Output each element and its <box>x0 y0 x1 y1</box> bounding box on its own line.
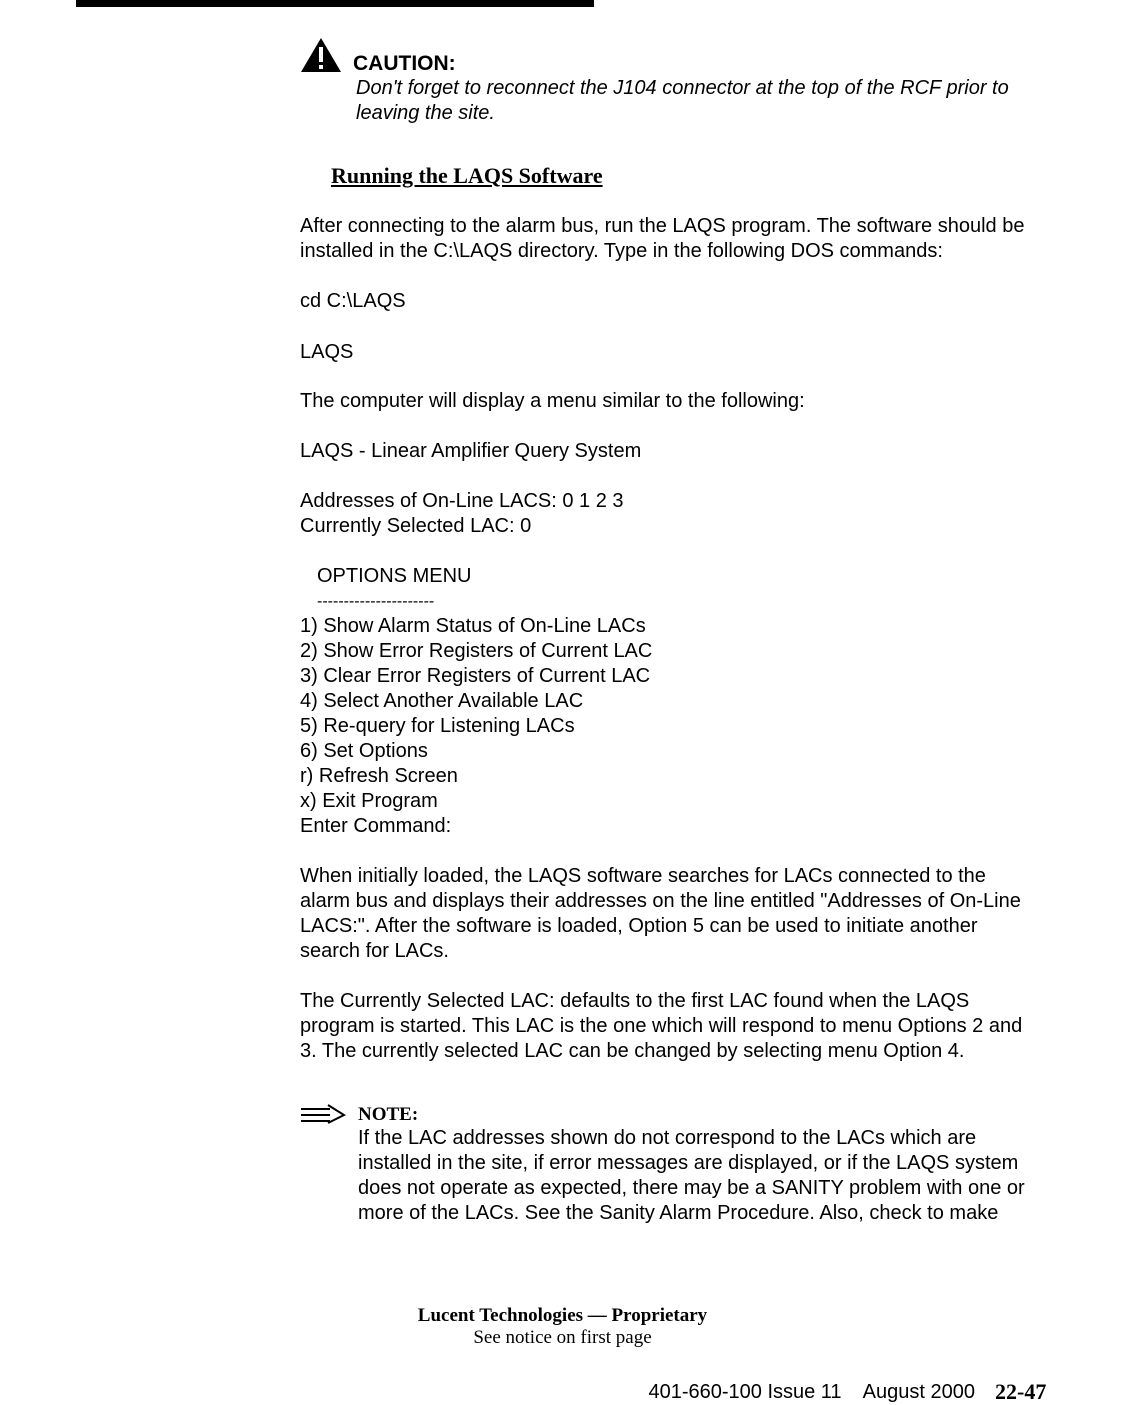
selected-line: The Currently Selected LAC: defaults to the first LAC found when the LAQS <box>300 990 970 1012</box>
caution-line: Don't forget to reconnect the J104 connector at the top of the RCF prior to <box>356 77 1009 99</box>
footer-notice: See notice on first page <box>473 1327 652 1348</box>
menu-option: 4) Select Another Available LAC <box>300 690 584 712</box>
menu-option: 5) Re-query for Listening LACs <box>300 715 575 737</box>
intro-line: After connecting to the alarm bus, run the LAQS program. The software should be <box>300 215 1025 237</box>
menu-option: r) Refresh Screen <box>300 765 458 787</box>
note-title: NOTE: <box>358 1104 419 1125</box>
options-menu <box>300 564 652 839</box>
selected-line: program is started. This LAC is the one which will respond to menu Options 2 and <box>300 1015 1023 1037</box>
footer-page-number: 22-47 <box>995 1379 1047 1404</box>
display-sentence: The computer will display a menu similar to the following: <box>300 390 805 412</box>
caution-text <box>356 76 1056 126</box>
note-line: If the LAC addresses shown do not correspond to the LACs which are <box>358 1127 977 1149</box>
note-text <box>358 1126 1058 1226</box>
caution-line: leaving the site. <box>356 102 495 124</box>
selected-paragraph <box>300 989 1050 1064</box>
header-rule <box>76 0 594 7</box>
menu-option: 3) Clear Error Registers of Current LAC <box>300 665 651 687</box>
loaded-line: search for LACs. <box>300 940 449 962</box>
screen-addresses: Addresses of On-Line LACS: 0 1 2 3 <box>300 490 624 512</box>
note-line: installed in the site, if error messages are displayed, or if the LAQS system <box>358 1152 1019 1174</box>
intro-paragraph <box>300 214 1050 264</box>
footer-company: Lucent Technologies — Proprietary <box>417 1305 708 1326</box>
screen-title: LAQS - Linear Amplifier Query System <box>300 440 642 462</box>
note-line: does not operate as expected, there may be a SANITY problem with one or <box>358 1177 1025 1199</box>
footer-issue: 401-660-100 Issue 11 August 2000 <box>648 1381 975 1403</box>
selected-line: 3. The currently selected LAC can be changed by selecting menu Option 4. <box>300 1040 965 1062</box>
menu-option: 1) Show Alarm Status of On-Line LACs <box>300 615 646 637</box>
menu-title: OPTIONS MENU <box>317 565 472 587</box>
menu-prompt: Enter Command: <box>300 815 452 837</box>
note-line: more of the LACs. See the Sanity Alarm Procedure. Also, check to make <box>358 1202 999 1224</box>
section-heading: Running the LAQS Software <box>331 163 603 188</box>
loaded-paragraph <box>300 864 1050 964</box>
intro-line: installed in the C:\LAQS directory. Type in the following DOS commands: <box>300 240 943 262</box>
menu-rule: ---------------------- <box>317 593 435 610</box>
caution-title: CAUTION: <box>353 52 456 75</box>
dos-command-cd: cd C:\LAQS <box>300 290 406 312</box>
menu-option: x) Exit Program <box>300 790 438 812</box>
note-arrow-icon <box>300 1104 346 1124</box>
screen-selected: Currently Selected LAC: 0 <box>300 515 532 537</box>
loaded-line: alarm bus and displays their addresses on the line entitled "Addresses of On-Line <box>300 890 1021 912</box>
loaded-line: When initially loaded, the LAQS software searches for LACs connected to the <box>300 865 986 887</box>
warning-triangle-icon <box>300 37 342 73</box>
dos-command-laqs: LAQS <box>300 341 354 363</box>
menu-option: 2) Show Error Registers of Current LAC <box>300 640 653 662</box>
loaded-line: LACS:". After the software is loaded, Option 5 can be used to initiate another <box>300 915 978 937</box>
menu-option: 6) Set Options <box>300 740 428 762</box>
